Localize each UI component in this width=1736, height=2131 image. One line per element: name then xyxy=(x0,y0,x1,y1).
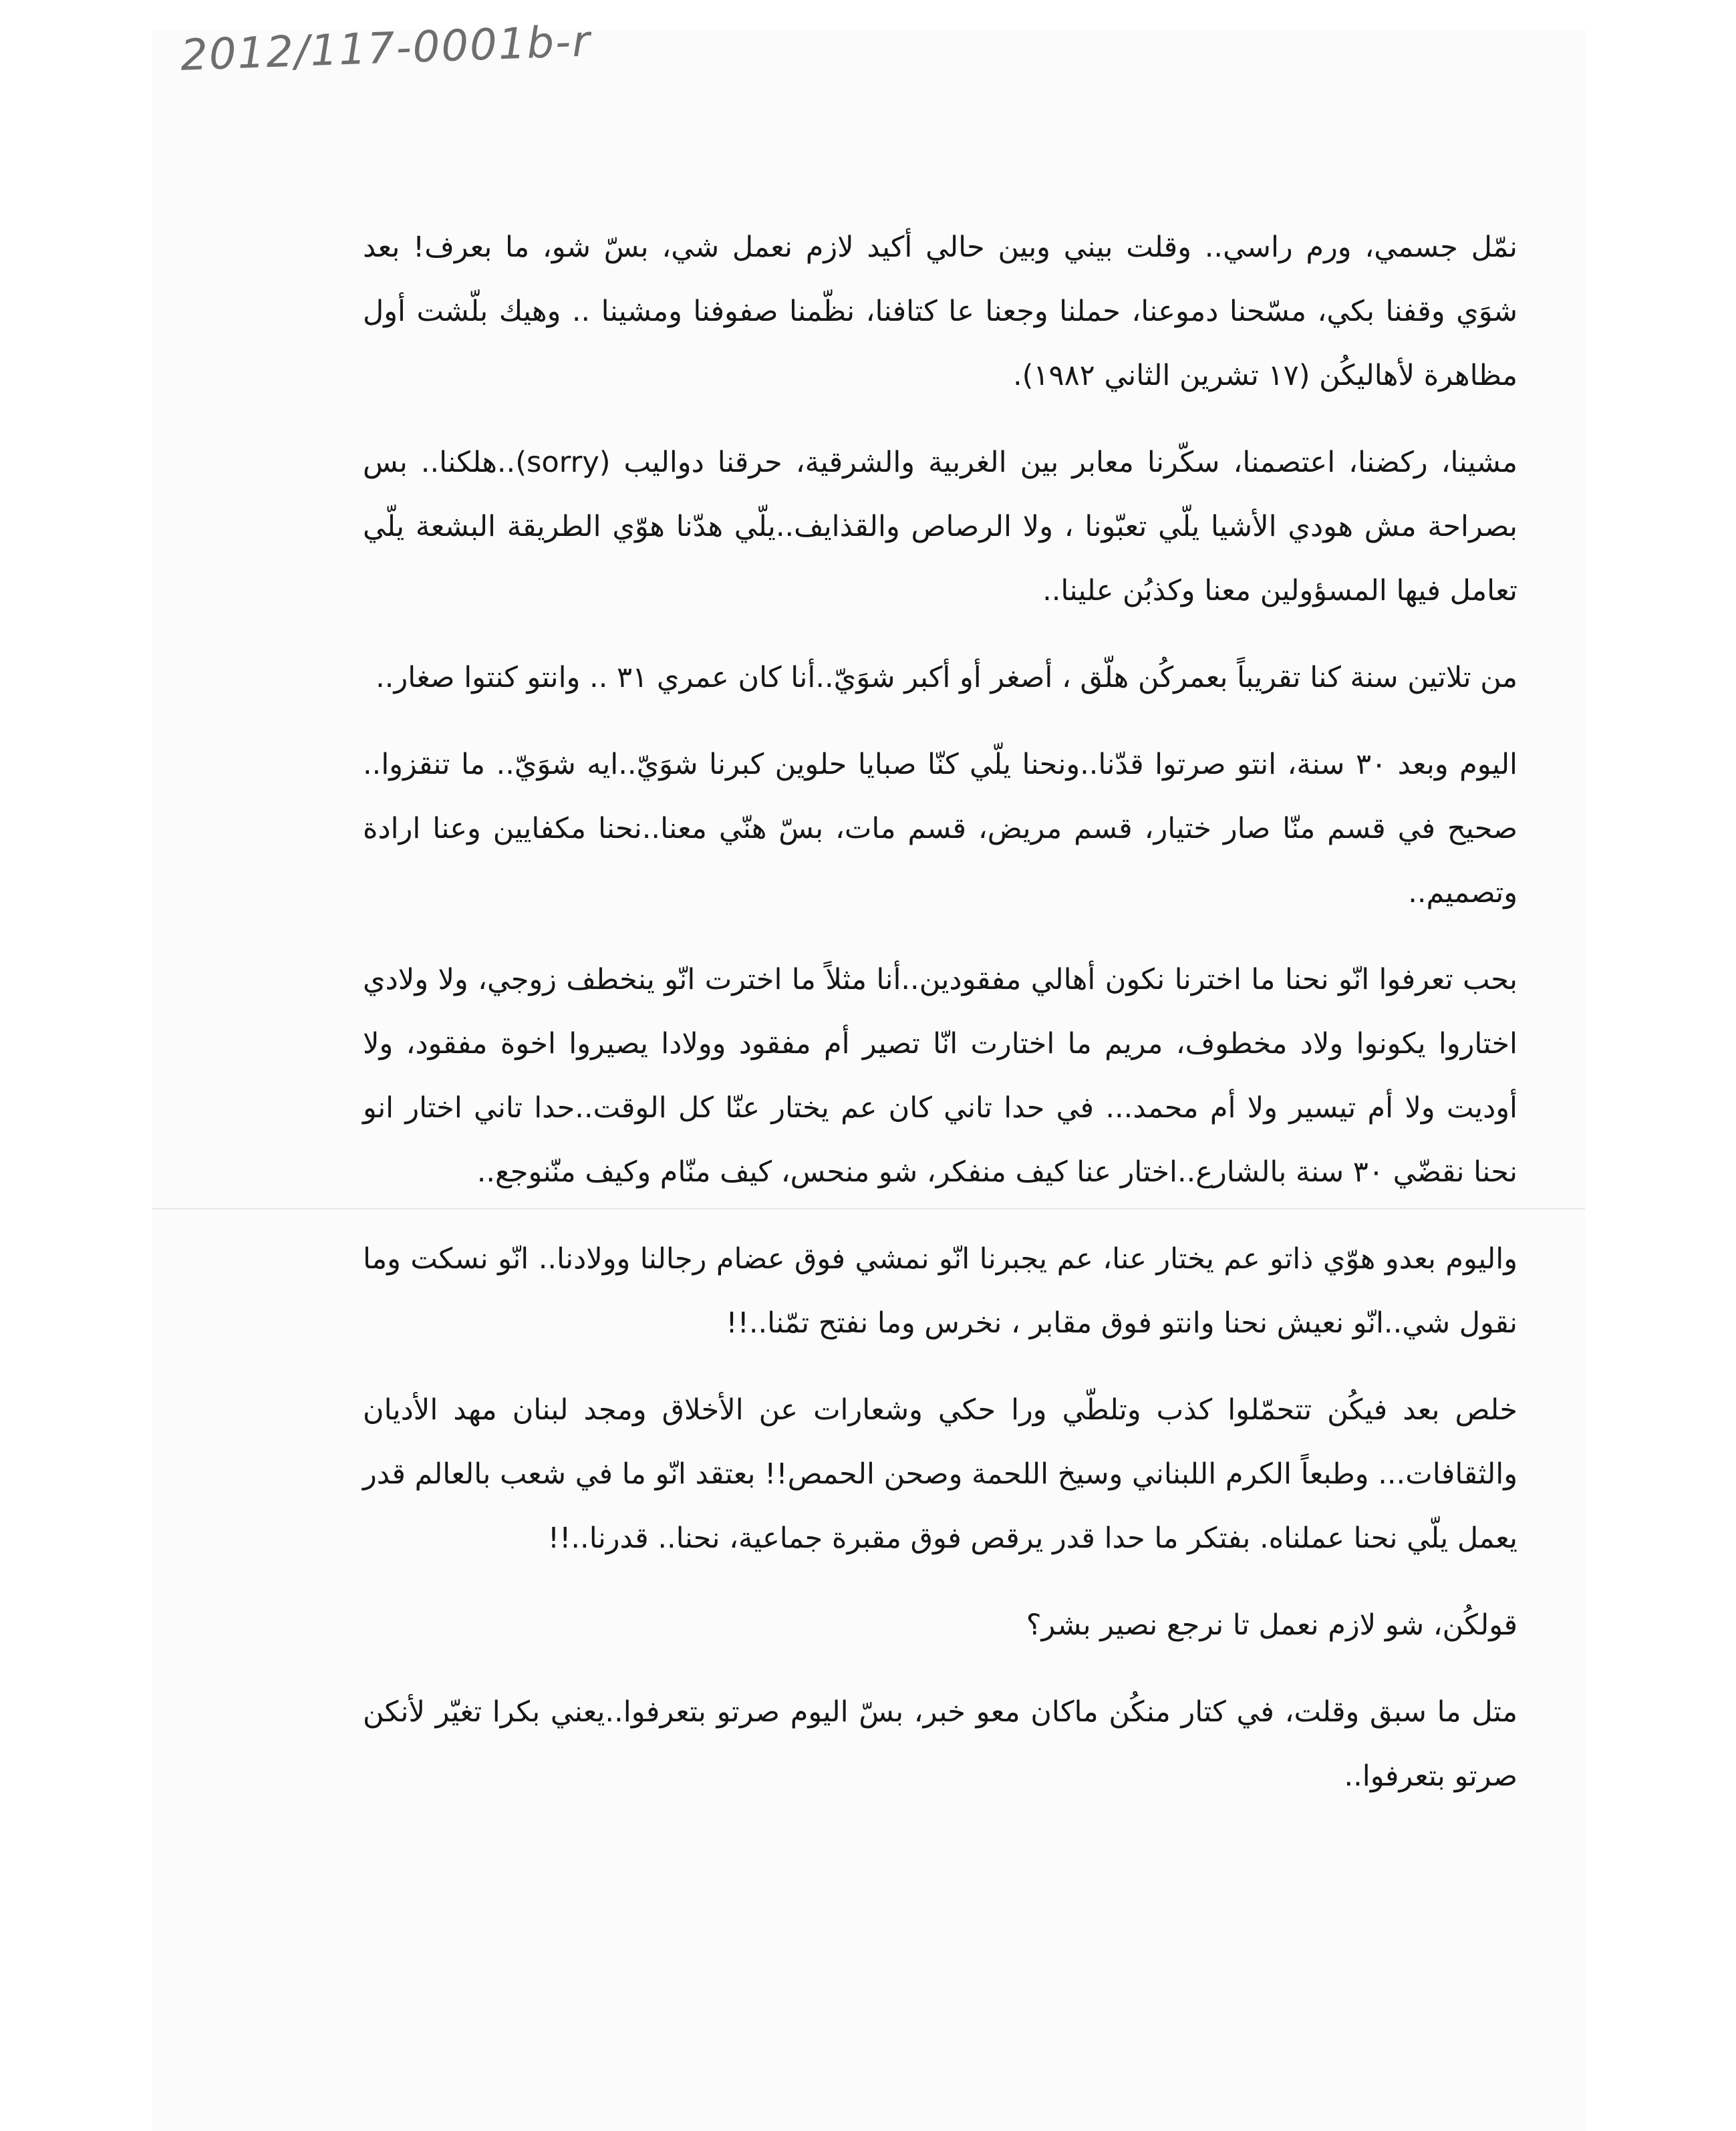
handwritten-archive-code: 2012/117-0001b-r xyxy=(179,17,592,81)
letter-paragraph-9: متل ما سبق وقلت، في كتار منكُن ماكان معو خبر، بسّ اليوم صرتو بتعرفوا..يعني بكرا تغيّر لأنكن صرتو بتعرفوا.. xyxy=(363,1695,1517,1793)
letter-paragraph-6: واليوم بعدو هوّي ذاتو عم يختار عنا، عم يجبرنا انّو نمشي فوق عضام رجالنا وولادنا.. انّو نسكت وما نقول شي..انّو نعيش نحنا وانتو فوق مقابر ، نخرس وما نفتح تمّنا..!! xyxy=(363,1242,1517,1340)
letter-paragraph-2: مشينا، ركضنا، اعتصمنا، سكّرنا معابر بين الغربية والشرقية، حرقنا دواليب (sorry)..هلكنا.. بس بصراحة مش هودي الأشيا يلّي تعبّونا ، ولا الرصاص والقذايف..يلّي هدّنا هوّي الطريقة البشعة يلّي تعامل فيها المسؤولين معنا وكذبُن علينا.. xyxy=(363,446,1517,607)
letter-body xyxy=(363,215,1517,1831)
letter-paragraph-4: اليوم وبعد ٣٠ سنة، انتو صرتوا قدّنا..ونحنا يلّي كنّا صبايا حلوين كبرنا شوَيّ..ايه شوَيّ.. ما تنقزوا.. صحيح في قسم منّا صار ختيار، قسم مريض، قسم مات، بسّ هنّي معنا..نحنا مكفايين وعنا ارادة وتصميم.. xyxy=(363,748,1517,909)
letter-paragraph-3: من تلاتين سنة كنا تقريباً بعمركُن هلّق ، أصغر أو أكبر شوَيّ..أنا كان عمري ٣١ .. وانتو كنتوا صغار.. xyxy=(376,661,1517,694)
letter-paragraph-5: بحب تعرفوا انّو نحنا ما اخترنا نكون أهالي مفقودين..أنا مثلاً ما اخترت انّو ينخطف زوجي، ولا ولادي اختاروا يكونوا ولاد مخطوف، مريم ما اختارت انّا تصير أم مفقود وولادا يصيروا اخوة مفقود، ولا أوديت ولا أم تيسير ولا أم محمد... في حدا تاني كان عم يختار عنّا كل الوقت..حدا تاني اختار انو نحنا نقضّي ٣٠ سنة بالشارع..اختار عنا كيف منفكر، شو منحس، كيف منّام وكيف منّنوجع.. xyxy=(363,963,1517,1189)
letter-paragraph-1: نمّل جسمي، ورم راسي.. وقلت بيني وبين حالي أكيد لازم نعمل شي، بسّ شو، ما بعرف! بعد شوَي وقفنا بكي، مسّحنا دموعنا، حملنا وجعنا عا كتافنا، نظّمنا صفوفنا ومشينا .. وهيك بلّشت أول مظاهرة لأهاليكُن (١٧ تشرين الثاني ١٩٨٢). xyxy=(363,231,1517,392)
letter-paragraph-7: خلص بعد فيكُن تتحمّلوا كذب وتلطّي ورا حكي وشعارات عن الأخلاق ومجد لبنان مهد الأديان والثقافات... وطبعاً الكرم اللبناني وسيخ اللحمة وصحن الحمص!! بعتقد انّو ما في شعب بالعالم قدر يعمل يلّي نحنا عملناه. بفتكر ما حدا قدر يرقص فوق مقبرة جماعية، نحنا.. قدرنا..!! xyxy=(363,1393,1517,1555)
letter-paragraph-8: قولكُن، شو لازم نعمل تا نرجع نصير بشر؟ xyxy=(1026,1608,1517,1642)
